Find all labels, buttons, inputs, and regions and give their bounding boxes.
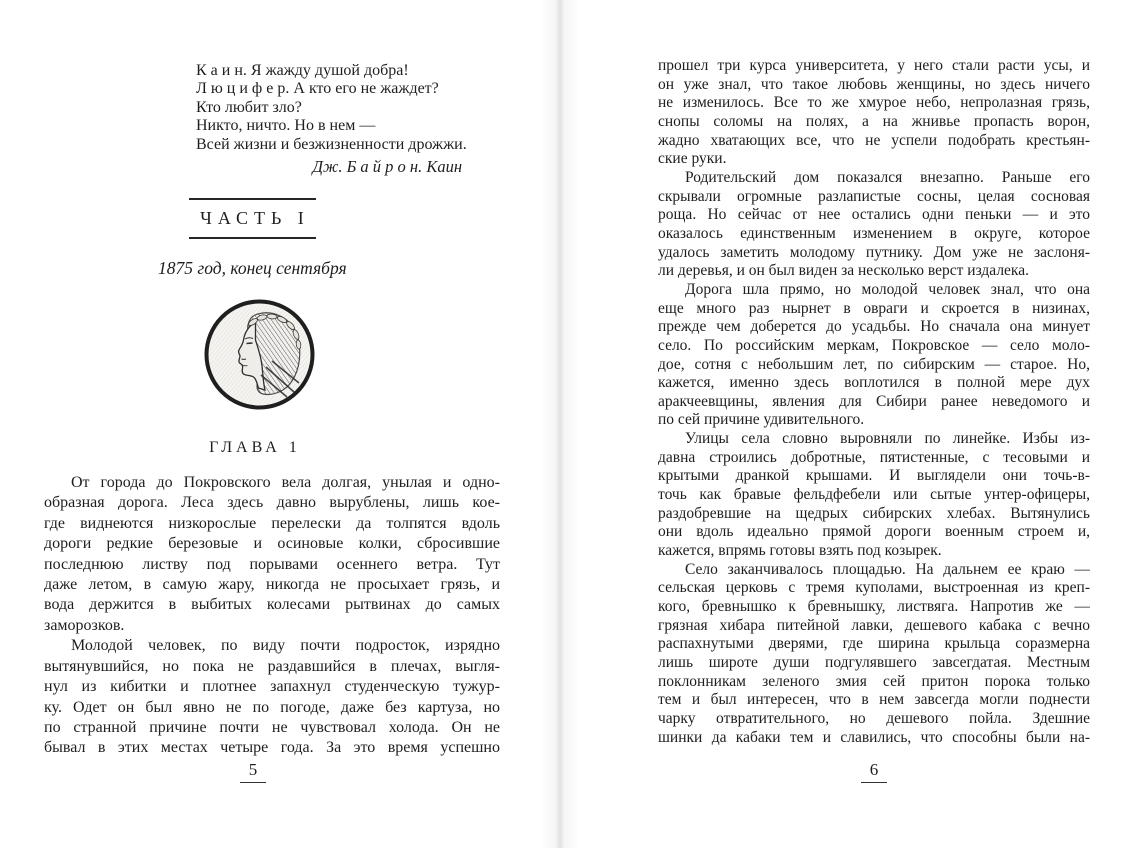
text-line: заморозков. [44, 616, 125, 634]
text-line: Л ю ц и ф е р. А кто его не жаждет? [196, 80, 439, 98]
text-line: прошел три курса университета, у него стали расти усы, и [658, 57, 1090, 74]
text-line: жадно хватающих все, что не успели подобрать крестьян- [658, 131, 1090, 149]
paragraph [44, 473, 500, 636]
paragraph [658, 430, 1090, 561]
text-line: бывал в этих местах четыре года. За это время успешно [44, 739, 500, 757]
text-line: Кто любит зло? [196, 98, 302, 116]
text-line: раздобревшие на щедрых сибирских хлебах. Вытянулись [658, 504, 1090, 522]
text-line: лишь широте души подгулявшего завсегдатая. Местным [658, 654, 1090, 671]
text-line: нул из кибитки и плотнее запахнул студенческую тужур- [44, 678, 500, 696]
chapter-heading: ГЛАВА 1 [209, 439, 301, 457]
text-line: кажется, именно здесь воплотился в полной мере дух [658, 374, 1090, 392]
text-line: снопы соломы на полях, а на жнивье пропасть ворон, [658, 112, 1090, 130]
date-line: 1875 год, конец сентября [158, 258, 347, 279]
text-line: где виднеются низкорослые перелески да толпятся вдоль [44, 514, 500, 532]
text-line: Молодой человек, по виду почти подросток, изрядно [71, 637, 500, 655]
text-line: ли деревья, и он был виден за несколько верст издалека. [658, 262, 1029, 280]
text-line: поклонникам зеленого змия сей притон порока только [658, 672, 1090, 690]
text-line: ку. Одет он был явно не по погоде, даже без картуза, но [44, 698, 500, 716]
text-line: даже летом, в самую жару, никогда не просыхает грязь, и [44, 576, 500, 594]
text-line: распахнутыми дверями, где ширина крыльца соразмерна [658, 635, 1090, 653]
text-line: роща. Но сейчас от нее остались одни пеньки — и это [658, 206, 1090, 224]
paragraph [44, 636, 500, 758]
text-line: сельская церковь с тремя куполами, выстроенная из креп- [658, 579, 1090, 597]
text-line: скрывали огромные разлапистые сосны, целая сосновая [658, 187, 1090, 205]
text-line: еще много раз нырнет в овраги и скроется в низинах, [658, 299, 1090, 317]
text-line: по странной причине почти не чувствовал холода. Он не [44, 718, 500, 736]
text-line: Никто, ничто. Но в нем — [196, 117, 376, 135]
text-line: кажется, впрямь готовы взять под козырек. [658, 542, 942, 560]
text-line: не изменилось. Все то же хмурое небо, непролазная грязь, [658, 94, 1090, 112]
text-line: село. По российским меркам, Покровское — село моло- [658, 336, 1090, 354]
epigraph-attribution: Дж. Б а й р о н. Каин [312, 157, 462, 177]
text-line: От города до Покровского вела долгая, унылая и одно- [71, 474, 500, 492]
left-page-number [25, 760, 481, 783]
paragraph [658, 561, 1090, 748]
text-line: оказалось единственным изменением в округе, которое [658, 224, 1090, 242]
laurel-wreath-profile-coin-icon [203, 298, 316, 411]
text-line: Улицы села словно выровняли по линейке. Избы из- [685, 430, 1090, 448]
left-page-body [44, 473, 500, 759]
text-line: чарку отвратительного, но дешевого пойла. Здешние [658, 709, 1090, 727]
page-number-value: 5 [240, 760, 267, 783]
text-line: давна строились добротные, пятистенные, с тесовыми и [658, 448, 1090, 466]
text-line: дое, сотня с небольшим лет, по сибирским — старое. Но, [658, 355, 1090, 373]
text-line: Село заканчивалось площадью. На дальнем ее краю — [685, 560, 1090, 578]
epigraph [196, 62, 500, 154]
right-page [658, 57, 1090, 747]
paragraph [658, 169, 1090, 281]
text-line: они вдоль идеально прямой дороги военным строем и, [658, 523, 1090, 541]
paragraph [658, 281, 1090, 430]
text-line: дороги редкие березовые и осиновые колки, сбросившие [44, 535, 500, 553]
text-line: вытянувшийся, но пока не раздавшийся в плечах, выгля- [44, 657, 500, 675]
text-line: крытыми дранкой крышами. И выглядели они точь-в- [658, 467, 1090, 485]
text-line: шинки да кабаки тем и славились, что способны были на- [658, 728, 1090, 746]
text-line: Родительский дом показался внезапно. Раньше его [685, 168, 1090, 186]
text-line: вода держится в выбитых колесами рытвинах до самых [44, 596, 500, 614]
right-page-number [658, 760, 1090, 783]
text-line: ские руки. [658, 150, 727, 168]
text-line: он уже знал, что такое любовь женщины, но здесь ничего [658, 75, 1090, 93]
paragraph [658, 57, 1090, 169]
page-gutter-shadow [541, 0, 579, 848]
text-line: последнюю листву под порывами осеннего ветра. Тут [44, 555, 500, 573]
text-line: тем и был интересен, что в нем завсегда могли поднести [658, 691, 1090, 709]
left-page [44, 55, 500, 759]
text-line: образная дорога. Леса здесь давно вырублены, лишь кое- [44, 494, 500, 512]
text-line: точь как бравые фельдфебели или сытые унтер-офицеры, [658, 486, 1090, 504]
text-line: по сей причине удивительного. [658, 411, 865, 429]
part-heading-box [189, 198, 316, 239]
text-line: грязная хибара питейной лавки, дешевого кабака с вечно [658, 616, 1090, 634]
text-line: прежде чем доберется до усадьбы. Но сначала она минует [658, 318, 1090, 336]
text-line: удалось заметить молодому путнику. Дом уже не заслоня- [658, 243, 1090, 261]
text-line: кого, бревнышко к бревнышку, листвяга. Напротив же — [658, 598, 1090, 616]
text-line: аракчеевщины, явления для Сибири ранее неведомого и [658, 392, 1090, 410]
part-heading: ЧАСТЬ I [200, 208, 310, 229]
text-line: Всей жизни и безжизненности дрожжи. [196, 135, 467, 153]
page-number-value: 6 [861, 760, 888, 783]
right-page-body [658, 57, 1090, 747]
text-line: Дорога шла прямо, но молодой человек знал, что она [685, 280, 1090, 298]
text-line: К а и н. Я жажду душой добра! [196, 62, 409, 79]
